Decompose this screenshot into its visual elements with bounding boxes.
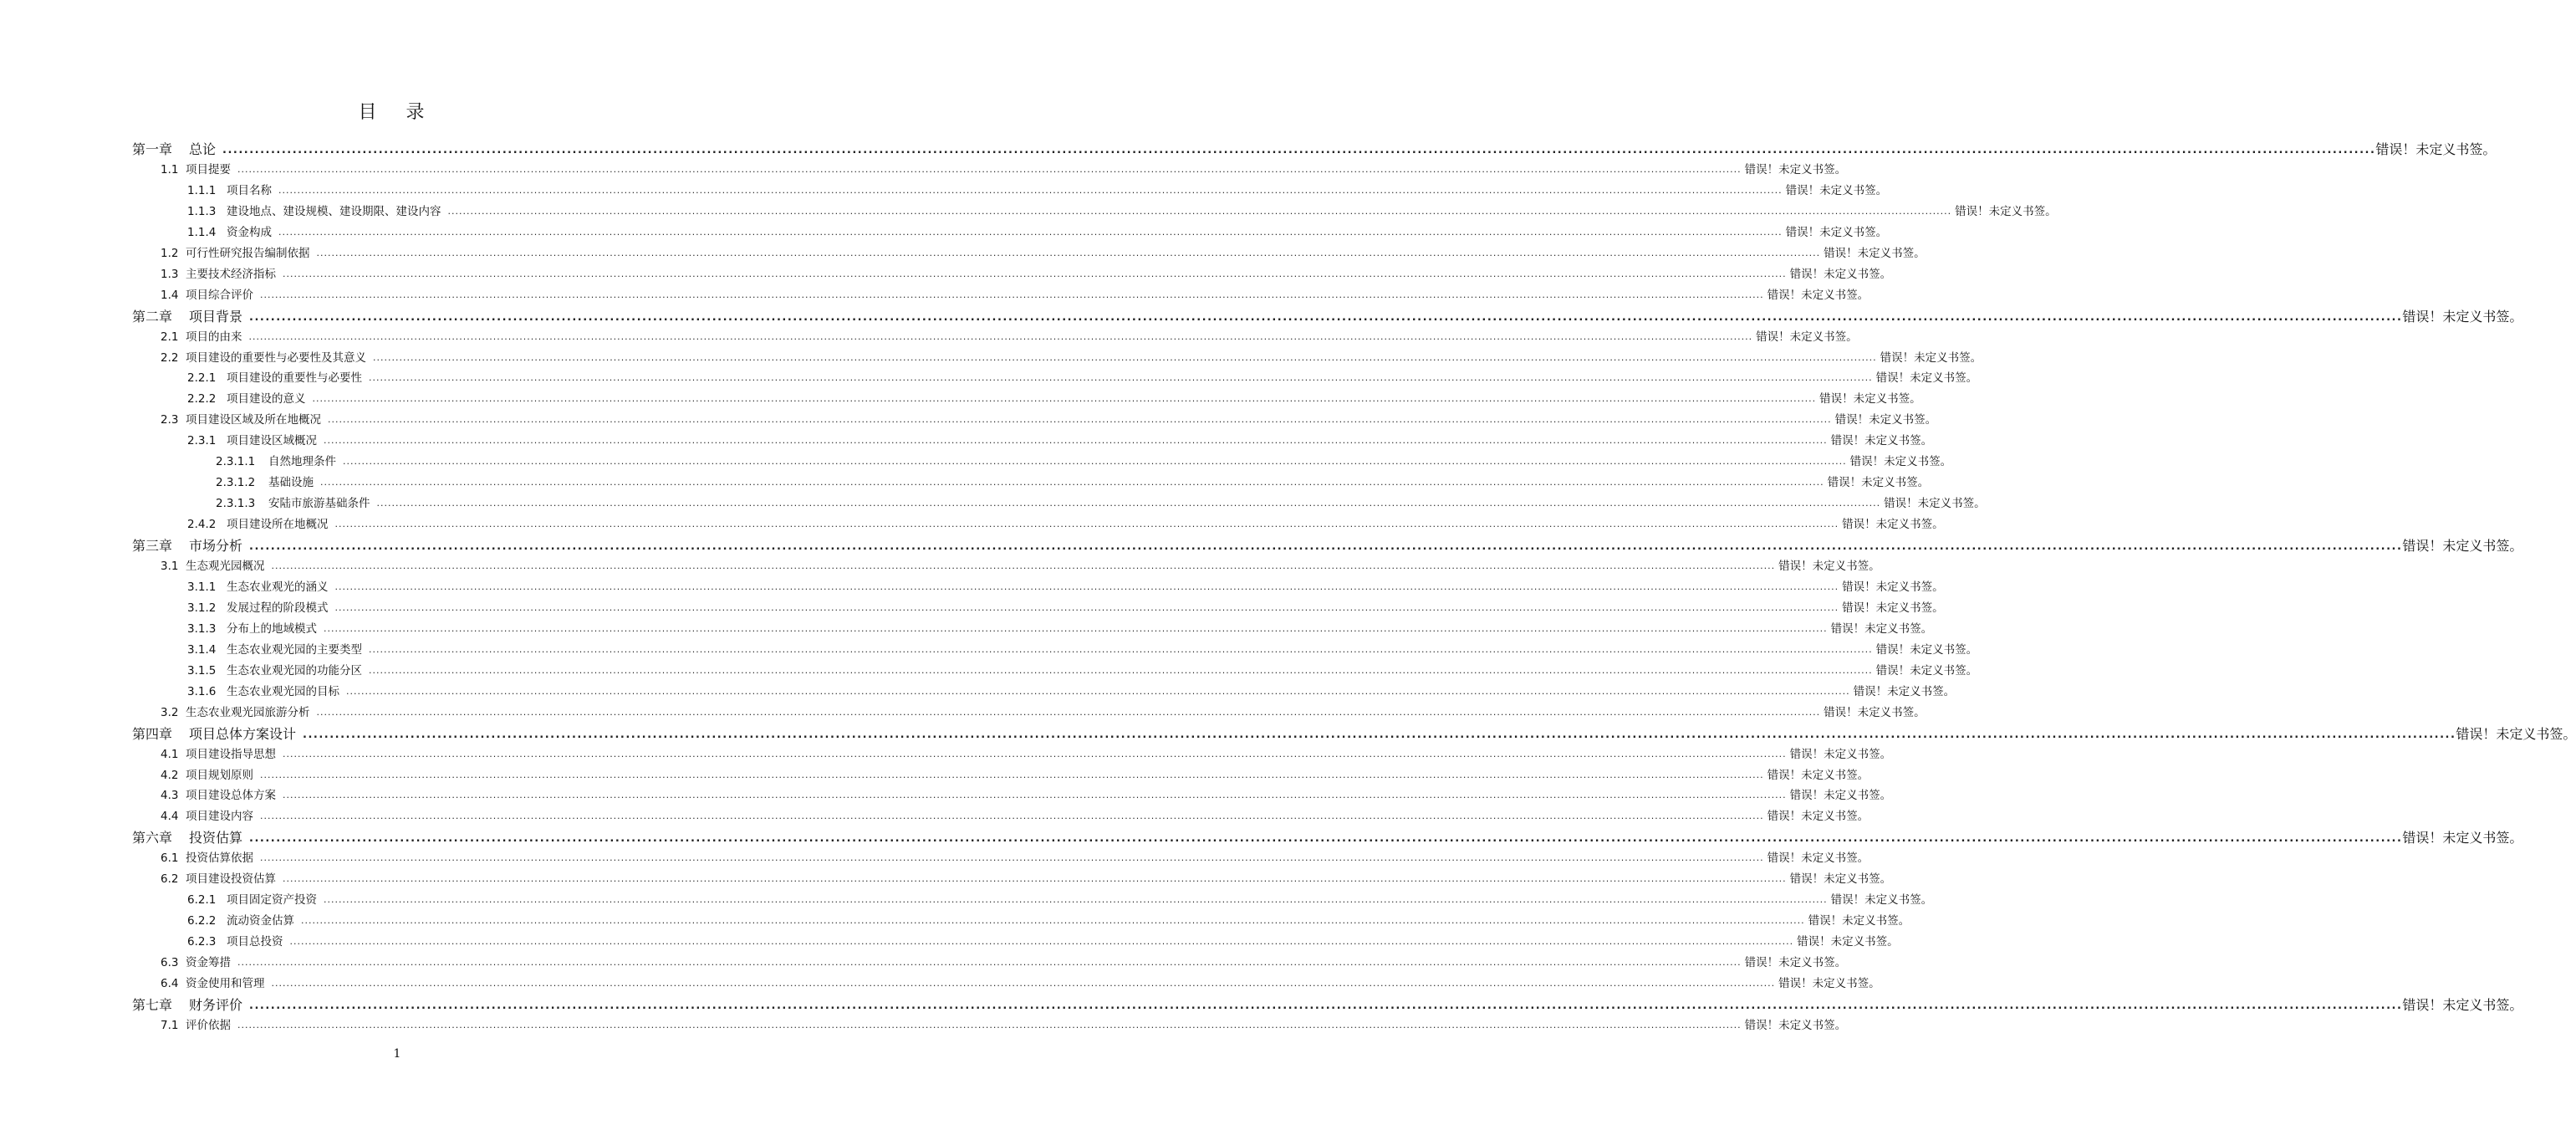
toc-entry[interactable]	[161, 869, 1892, 887]
toc-entry-number: 2.2	[161, 350, 179, 365]
toc-entry-title: 生态农业观光园的功能分区	[227, 663, 362, 678]
toc-dot-leader: ................................................................................................................................................................................................................................................................................................................................................................................................................	[248, 330, 1753, 342]
toc-entry-number: 4.2	[161, 768, 179, 782]
toc-entry-number: 6.2.1	[187, 893, 217, 908]
toc-entry[interactable]	[161, 744, 1892, 761]
toc-entry-title: 项目建设区域概况	[227, 434, 317, 448]
toc-dot-leader: ................................................................................................................................................................................................................................................................................................................................................................................................................	[334, 601, 1839, 613]
toc-entry-number: 4.4	[161, 810, 179, 824]
toc-chapter-entry[interactable]	[132, 724, 2576, 743]
toc-entry-page: 错误！未定义书签。	[1875, 371, 1978, 386]
toc-entry[interactable]	[216, 452, 1952, 469]
toc-dot-leader: ................................................................................................................................................................................................................................................................................................................................................................................................................	[249, 540, 2403, 554]
toc-entry-number: 2.1	[161, 330, 179, 344]
toc-dot-leader: ................................................................................................................................................................................................................................................................................................................................................................................................................	[283, 790, 1787, 801]
page-number: 1	[393, 1047, 401, 1061]
toc-dot-leader: ................................................................................................................................................................................................................................................................................................................................................................................................................	[334, 580, 1839, 592]
toc-entry-page: 错误！未定义书签。	[1744, 1018, 1847, 1032]
toc-entry-page: 错误！未定义书签。	[1767, 810, 1870, 824]
toc-entry-title: 项目建设指导思想	[186, 747, 276, 761]
toc-entry-title: 分布上的地域模式	[227, 621, 317, 636]
toc-entry[interactable]	[161, 765, 1870, 782]
toc-dot-leader: ................................................................................................................................................................................................................................................................................................................................................................................................................	[320, 477, 1824, 488]
toc-entry-number: 第四章	[132, 725, 173, 742]
toc-entry-title: 基础设施	[268, 476, 314, 490]
toc-entry-title: 项目建设总体方案	[186, 789, 276, 803]
toc-entry-page: 错误！未定义书签。	[1789, 872, 1892, 887]
toc-entry-number: 2.3	[161, 413, 179, 427]
toc-entry-page: 错误！未定义书签。	[1744, 162, 1847, 176]
toc-entry-page: 错误！未定义书签。	[2456, 725, 2576, 742]
toc-entry-page: 错误！未定义书签。	[2402, 996, 2523, 1013]
toc-entry-number: 2.2.2	[187, 392, 217, 407]
toc-dot-leader: ................................................................................................................................................................................................................................................................................................................................................................................................................	[303, 728, 2456, 741]
toc-entry-page: 错误！未定义书签。	[1830, 621, 1933, 636]
toc-entry-title: 资金构成	[227, 225, 272, 239]
toc-entry-page: 错误！未定义书签。	[1778, 560, 1880, 573]
toc-entry-title: 项目综合评价	[186, 288, 253, 302]
toc-entry-number: 1.1	[161, 162, 179, 176]
toc-entry[interactable]	[161, 160, 1847, 176]
toc-dot-leader: ................................................................................................................................................................................................................................................................................................................................................................................................................	[346, 685, 1850, 697]
toc-dot-leader: ................................................................................................................................................................................................................................................................................................................................................................................................................	[324, 435, 1828, 447]
toc-entry[interactable]	[187, 181, 1888, 197]
toc-dot-leader: ................................................................................................................................................................................................................................................................................................................................................................................................................	[324, 894, 1828, 906]
toc-entry-title: 市场分析	[189, 538, 243, 555]
toc-dot-leader: ................................................................................................................................................................................................................................................................................................................................................................................................................	[283, 748, 1787, 759]
toc-dot-leader: ................................................................................................................................................................................................................................................................................................................................................................................................................	[260, 289, 1764, 300]
toc-entry[interactable]	[161, 703, 1926, 719]
toc-entry-number: 3.1.6	[187, 684, 217, 698]
toc-entry[interactable]	[161, 327, 1858, 344]
toc-entry-title: 项目建设区域及所在地概况	[186, 413, 321, 427]
toc-entry-title: 评价依据	[186, 1018, 231, 1032]
toc-dot-leader: ................................................................................................................................................................................................................................................................................................................................................................................................................	[301, 915, 1805, 927]
toc-entry-title: 项目的由来	[186, 330, 242, 344]
toc-entry[interactable]	[187, 911, 1910, 928]
toc-entry-number: 2.3.1.1	[216, 455, 256, 469]
toc-dot-leader: ................................................................................................................................................................................................................................................................................................................................................................................................................	[278, 226, 1783, 238]
toc-entry-page: 错误！未定义书签。	[1819, 392, 1921, 407]
toc-entry-number: 6.2.2	[187, 914, 217, 928]
toc-dot-leader: ................................................................................................................................................................................................................................................................................................................................................................................................................	[237, 957, 1742, 969]
toc-entry-number: 1.4	[161, 288, 179, 302]
toc-entry[interactable]	[216, 493, 1986, 511]
toc-entry[interactable]	[161, 264, 1892, 281]
toc-entry-page: 错误！未定义书签。	[1875, 663, 1978, 678]
toc-entry-page: 错误！未定义书签。	[1880, 350, 1982, 365]
toc-entry-title: 项目建设所在地概况	[227, 518, 329, 532]
toc-entry-page: 错误！未定义书签。	[2402, 830, 2523, 846]
toc-entry-number: 3.1	[161, 560, 179, 573]
toc-dot-leader: ................................................................................................................................................................................................................................................................................................................................................................................................................	[271, 560, 1776, 571]
toc-entry-page: 错误！未定义书签。	[1797, 935, 1899, 949]
toc-entry-title: 主要技术经济指标	[186, 267, 276, 281]
toc-entry-page: 错误！未定义书签。	[1824, 246, 1926, 260]
toc-entry-number: 6.2	[161, 872, 179, 887]
toc-entry-page: 错误！未定义书签。	[2375, 141, 2497, 157]
toc-entry-title: 生态观光园概况	[186, 560, 265, 573]
toc-entry-title: 资金筹措	[186, 956, 231, 970]
toc-entry-number: 1.1.4	[187, 225, 217, 239]
toc-entry[interactable]	[161, 348, 1982, 365]
toc-entry[interactable]	[187, 682, 1956, 698]
toc-entry-title: 投资估算依据	[186, 851, 253, 866]
toc-dot-leader: ................................................................................................................................................................................................................................................................................................................................................................................................................	[222, 144, 2376, 156]
toc-entry-number: 1.2	[161, 246, 179, 260]
toc-dot-leader: ................................................................................................................................................................................................................................................................................................................................................................................................................	[278, 184, 1783, 196]
toc-entry[interactable]	[187, 932, 1899, 949]
toc-entry-page: 错误！未定义书签。	[2402, 308, 2523, 325]
page-title: 目 录	[358, 102, 436, 123]
toc-entry-number: 3.1.3	[187, 621, 217, 636]
toc-entry-page: 错误！未定义书签。	[1884, 497, 1986, 511]
toc-entry-page: 错误！未定义书签。	[1789, 267, 1892, 281]
toc-dot-leader: ................................................................................................................................................................................................................................................................................................................................................................................................................	[312, 393, 1817, 405]
toc-entry-page: 错误！未定义书签。	[2402, 538, 2523, 555]
toc-dot-leader: ................................................................................................................................................................................................................................................................................................................................................................................................................	[316, 247, 1821, 258]
toc-entry-number: 2.3.1	[187, 434, 217, 448]
toc-dot-leader: ................................................................................................................................................................................................................................................................................................................................................................................................................	[376, 498, 1881, 509]
toc-entry-title: 发展过程的阶段模式	[227, 601, 329, 615]
toc-entry-title: 项目背景	[189, 308, 243, 325]
toc-chapter-entry[interactable]	[132, 995, 2523, 1014]
toc-entry[interactable]	[161, 410, 1937, 427]
toc-entry-page: 错误！未定义书签。	[1744, 956, 1847, 970]
toc-entry-title: 项目建设的重要性与必要性及其意义	[186, 350, 366, 365]
toc-dot-leader: ................................................................................................................................................................................................................................................................................................................................................................................................................	[334, 519, 1839, 530]
toc-entry-page: 错误！未定义书签。	[1778, 977, 1880, 990]
toc-dot-leader: ................................................................................................................................................................................................................................................................................................................................................................................................................	[283, 873, 1787, 885]
toc-entry-page: 错误！未定义书签。	[1824, 705, 1926, 719]
toc-entry-title: 自然地理条件	[268, 455, 336, 469]
toc-entry-number: 第三章	[132, 538, 173, 555]
toc-entry[interactable]	[161, 556, 1880, 573]
toc-entry-page: 错误！未定义书签。	[1849, 455, 1952, 469]
toc-chapter-entry[interactable]	[132, 827, 2523, 846]
toc-entry[interactable]	[187, 640, 1978, 657]
toc-entry[interactable]	[161, 785, 1892, 803]
toc-dot-leader: ................................................................................................................................................................................................................................................................................................................................................................................................................	[260, 852, 1764, 864]
toc-dot-leader: ................................................................................................................................................................................................................................................................................................................................................................................................................	[289, 936, 1794, 948]
toc-dot-leader: ................................................................................................................................................................................................................................................................................................................................................................................................................	[328, 414, 1832, 426]
toc-entry-title: 项目提要	[186, 162, 231, 176]
toc-dot-leader: ................................................................................................................................................................................................................................................................................................................................................................................................................	[271, 978, 1776, 989]
toc-entry-title: 项目建设的重要性与必要性	[227, 371, 362, 386]
toc-entry[interactable]	[187, 514, 1944, 532]
toc-entry-page: 错误！未定义书签。	[1785, 225, 1888, 239]
toc-entry-page: 错误！未定义书签。	[1842, 601, 1944, 615]
toc-dot-leader: ................................................................................................................................................................................................................................................................................................................................................................................................................	[316, 706, 1821, 718]
toc-entry-page: 错误！未定义书签。	[1834, 413, 1937, 427]
toc-entry-number: 第七章	[132, 996, 173, 1013]
toc-entry-number: 6.1	[161, 851, 179, 866]
toc-entry-title: 投资估算	[189, 830, 243, 846]
toc-entry[interactable]	[187, 890, 1933, 908]
toc-chapter-entry[interactable]	[132, 139, 2497, 158]
toc-entry[interactable]	[187, 598, 1944, 615]
toc-entry-number: 2.3.1.2	[216, 476, 256, 490]
toc-dot-leader: ................................................................................................................................................................................................................................................................................................................................................................................................................	[249, 310, 2403, 324]
toc-entry-page: 错误！未定义书签。	[1830, 893, 1933, 908]
toc-dot-leader: ................................................................................................................................................................................................................................................................................................................................................................................................................	[260, 769, 1764, 780]
toc-dot-leader: ................................................................................................................................................................................................................................................................................................................................................................................................................	[369, 664, 1873, 676]
toc-entry-number: 3.1.1	[187, 580, 217, 594]
toc-dot-leader: ................................................................................................................................................................................................................................................................................................................................................................................................................	[237, 163, 1742, 175]
toc-entry[interactable]	[187, 431, 1933, 448]
toc-entry[interactable]	[161, 1015, 1847, 1032]
toc-entry-title: 建设地点、建设规模、建设期限、建设内容	[227, 204, 441, 218]
toc-entry[interactable]	[187, 368, 1978, 386]
toc-entry-number: 1.3	[161, 267, 179, 281]
toc-dot-leader: ................................................................................................................................................................................................................................................................................................................................................................................................................	[373, 351, 1877, 363]
toc-dot-leader: ................................................................................................................................................................................................................................................................................................................................................................................................................	[369, 643, 1873, 655]
toc-entry-page: 错误！未定义书签。	[1827, 476, 1930, 490]
toc-dot-leader: ................................................................................................................................................................................................................................................................................................................................................................................................................	[260, 811, 1764, 822]
toc-entry-number: 6.2.3	[187, 935, 217, 949]
toc-entry-title: 项目总体方案设计	[189, 725, 297, 742]
toc-entry-title: 可行性研究报告编制依据	[186, 246, 310, 260]
toc-entry[interactable]	[187, 619, 1933, 636]
toc-dot-leader: ................................................................................................................................................................................................................................................................................................................................................................................................................	[447, 205, 1952, 217]
toc-entry-title: 安陆市旅游基础条件	[268, 497, 370, 511]
toc-entry-number: 6.3	[161, 956, 179, 970]
toc-entry-page: 错误！未定义书签。	[1767, 768, 1870, 782]
toc-dot-leader: ................................................................................................................................................................................................................................................................................................................................................................................................................	[283, 268, 1787, 279]
toc-dot-leader: ................................................................................................................................................................................................................................................................................................................................................................................................................	[237, 1019, 1742, 1030]
toc-entry-page: 错误！未定义书签。	[1789, 747, 1892, 761]
toc-entry-number: 3.1.4	[187, 642, 217, 657]
toc-entry-title: 项目建设投资估算	[186, 872, 276, 887]
toc-entry-number: 1.1.3	[187, 204, 217, 218]
toc-entry-title: 生态农业观光园的主要类型	[227, 642, 362, 657]
toc-entry-number: 4.3	[161, 789, 179, 803]
toc-entry[interactable]	[216, 473, 1930, 490]
toc-chapter-entry[interactable]	[132, 306, 2523, 325]
toc-entry-page: 错误！未定义书签。	[1842, 518, 1944, 532]
toc-entry-title: 流动资金估算	[227, 914, 294, 928]
toc-entry-title: 项目规划原则	[186, 768, 253, 782]
toc-entry-title: 总论	[189, 141, 217, 157]
toc-entry[interactable]	[187, 389, 1921, 407]
toc-chapter-entry[interactable]	[132, 535, 2523, 555]
toc-entry[interactable]	[187, 577, 1944, 594]
toc-entry-page: 错误！未定义书签。	[1842, 580, 1944, 594]
toc-entry-number: 3.1.2	[187, 601, 217, 615]
toc-entry-title: 项目名称	[227, 183, 272, 197]
toc-entry-page: 错误！未定义书签。	[1808, 914, 1910, 928]
toc-entry-title: 生态农业观光园的目标	[227, 684, 339, 698]
toc-entry-page: 错误！未定义书签。	[1756, 330, 1858, 344]
toc-entry[interactable]	[161, 285, 1870, 302]
toc-entry-page: 错误！未定义书签。	[1767, 851, 1870, 866]
toc-entry-number: 3.1.5	[187, 663, 217, 678]
toc-dot-leader: ................................................................................................................................................................................................................................................................................................................................................................................................................	[369, 372, 1873, 384]
toc-entry-title: 项目固定资产投资	[227, 893, 317, 908]
toc-entry-number: 4.1	[161, 747, 179, 761]
toc-entry-number: 2.4.2	[187, 518, 217, 532]
toc-entry-title: 项目总投资	[227, 935, 283, 949]
toc-dot-leader: ................................................................................................................................................................................................................................................................................................................................................................................................................	[343, 456, 1847, 468]
toc-entry-title: 生态农业观光的涵义	[227, 580, 329, 594]
toc-entry-page: 错误！未定义书签。	[1785, 183, 1888, 197]
toc-dot-leader: ................................................................................................................................................................................................................................................................................................................................................................................................................	[249, 999, 2403, 1012]
toc-entry[interactable]	[187, 202, 2057, 218]
toc-entry-number: 2.3.1.3	[216, 497, 256, 511]
toc-entry-number: 第一章	[132, 141, 173, 157]
toc-entry-page: 错误！未定义书签。	[1955, 204, 2057, 218]
toc-entry-page: 错误！未定义书签。	[1853, 684, 1956, 698]
toc-entry[interactable]	[161, 974, 1880, 990]
toc-entry-title: 财务评价	[189, 996, 243, 1013]
toc-entry-title: 资金使用和管理	[186, 977, 265, 990]
toc-entry[interactable]	[161, 243, 1926, 260]
toc-entry-page: 错误！未定义书签。	[1789, 789, 1892, 803]
toc-entry-number: 3.2	[161, 705, 179, 719]
toc-entry-page: 错误！未定义书签。	[1767, 288, 1870, 302]
toc-entry[interactable]	[161, 953, 1847, 970]
toc-entry-number: 第六章	[132, 830, 173, 846]
toc-entry[interactable]	[161, 848, 1870, 866]
toc-entry-number: 6.4	[161, 977, 179, 990]
toc-entry-title: 项目建设的意义	[227, 392, 306, 407]
toc-entry-title: 生态农业观光园旅游分析	[186, 705, 310, 719]
toc-entry-page: 错误！未定义书签。	[1875, 642, 1978, 657]
toc-entry[interactable]	[161, 806, 1870, 824]
toc-entry[interactable]	[187, 222, 1888, 239]
toc-entry[interactable]	[187, 661, 1978, 678]
toc-entry-page: 错误！未定义书签。	[1830, 434, 1933, 448]
toc-entry-number: 7.1	[161, 1018, 179, 1032]
toc-dot-leader: ................................................................................................................................................................................................................................................................................................................................................................................................................	[324, 622, 1828, 634]
toc-entry-number: 1.1.1	[187, 183, 217, 197]
toc-entry-number: 2.2.1	[187, 371, 217, 386]
toc-dot-leader: ................................................................................................................................................................................................................................................................................................................................................................................................................	[249, 832, 2403, 846]
toc-entry-number: 第二章	[132, 308, 173, 325]
toc-entry-title: 项目建设内容	[186, 810, 253, 824]
